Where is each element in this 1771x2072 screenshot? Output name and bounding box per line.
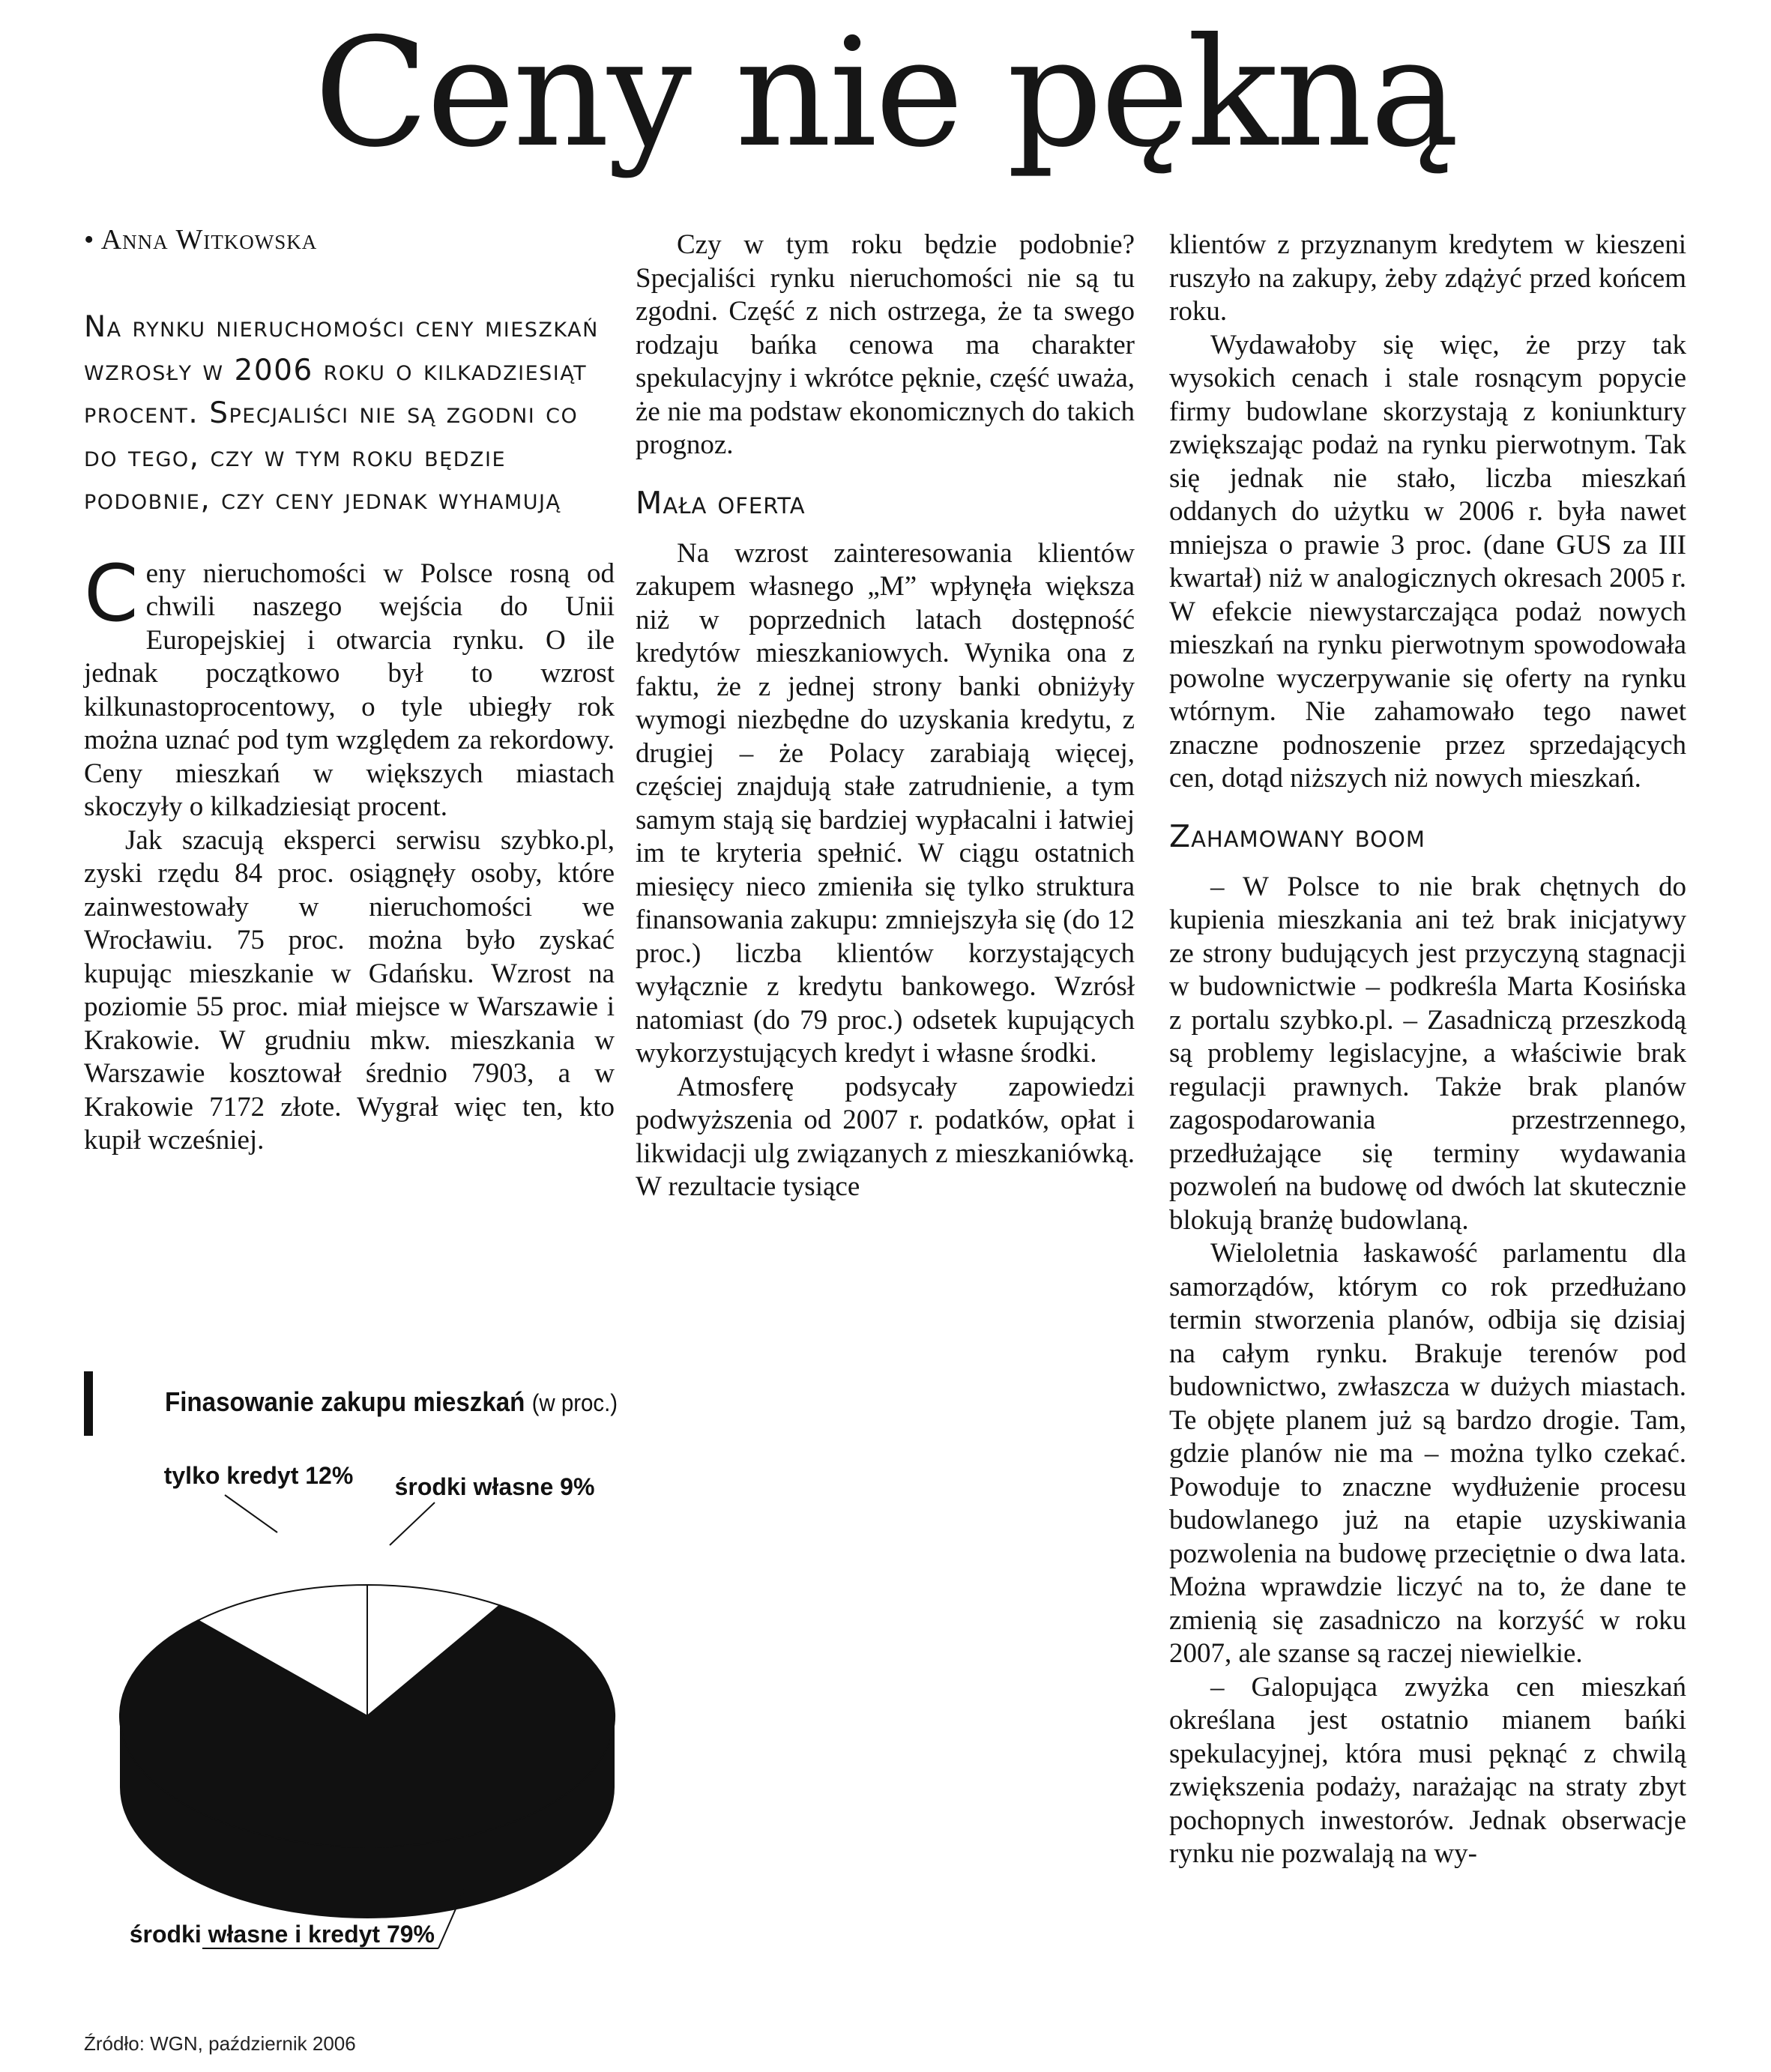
article-column-2 xyxy=(636,229,1135,1204)
pie-slice-label: środki własne 9% xyxy=(394,1473,595,1500)
pie-leader-line xyxy=(225,1495,277,1532)
paragraph: Atmosferę podsycały zapowiedzi podwyższenia od 2007 r. podatków, opłat i likwidacji ulg związanych z mieszkaniówką. W rezultacie tysiące xyxy=(636,1071,1135,1202)
pie-chart-svg xyxy=(75,1371,675,2046)
source-note: Źródło: WGN, październik 2006 xyxy=(84,2032,356,2055)
pie-slice-label: środki własne i kredyt 79% xyxy=(129,1921,435,1948)
paragraph xyxy=(84,547,615,824)
article-headline: Ceny nie pękną xyxy=(313,6,1458,181)
pie-slice-label: tylko kredyt 12% xyxy=(163,1462,354,1489)
drop-cap: C xyxy=(84,547,139,639)
article-lead: Na rynku nieruchomości ceny mieszkań wzrosły w 2006 roku o kilkadziesiąt procent. Specjaliści nie są zgodni co do tego, czy w tym roku będzie podobnie, czy ceny jednak wyhamują xyxy=(84,310,599,516)
chart-title-text: Finasowanie zakupu mieszkań xyxy=(165,1386,525,1417)
paragraph-text: eny nieruchomości w Polsce rosną od chwili naszego wejścia do Unii Europejskiej i otwarcia rynku. O ile jednak początkowo był to wzrost kilkunastoprocentowy, o tyle ubiegły rok można uznać pod tym względem za rekordowy. Ceny mieszkań w większych miastach skoczyły o kilkadziesiąt procent. xyxy=(84,558,615,822)
paragraph: – Galopująca zwyżka cen mieszkań określana jest ostatnio mianem bańki spekulacyjnej, która musi pęknąć z chwilą zwiększenia podaży, narażając na straty zbyt pochopnych inwestorów. Jednak obserwacje rynku nie pozwalają na wy- xyxy=(1169,1671,1686,1869)
paragraph: Wydawałoby się więc, że przy tak wysokich cenach i stale rosnącym popycie firmy budowlane skorzystają z koniunktury zwiększając podaż na rynku pierwotnym. Tak się jednak nie stało, liczba mieszkań oddanych do użytku w 2006 r. była nawet mniejsza o prawie 3 proc. (dane GUS za III kwartał) niż w analogicznych okresach 2005 r. W efekcie niewystarczająca podaż nowych mieszkań na rynku pierwotnym spowodowała powolne wyczerpywanie się oferty na rynku wtórnym. Nie zahamowało tego nawet znaczne podnoszenie przez sprzedających cen, dotąd niższych niż nowych mieszkań. xyxy=(1169,329,1686,794)
paragraph: Wieloletnia łaskawość parlamentu dla samorządów, którym co rok przedłużano termin stworzenia planów, odbija się dzisiaj na całym rynku. Brakuje terenów pod budownictwo, zwłaszcza w dużych miastach. Te objęte planem już są bardzo drogie. Tam, gdzie planów nie ma – można tylko czekać. Powoduje to znaczne wydłużenie procesu budowlanego już na etapie uzyskiwania pozwolenia na budowę przeciętnie o dwa lata. Można wprawdzie liczyć na to, że dane te zmienią się zasadniczo na korzyść w roku 2007, ale szanse są raczej niewielkie. xyxy=(1169,1238,1686,1669)
article-column-3 xyxy=(1169,229,1686,1871)
financing-pie-chart xyxy=(75,1371,675,2046)
article-column-1 xyxy=(84,217,615,1158)
chart-unit: (w proc.) xyxy=(531,1389,618,1416)
paragraph: Na wzrost zainteresowania klientów zakupem własnego „M” wpłynęła większa niż w poprzednich latach dostępność kredytów mieszkaniowych. Wynika ona z faktu, że z jednej strony banki obniżyły wymogi niezbędne do uzyskania kredytu, z drugiej – że Polacy zarabiają więcej, częściej znajdują stałe zatrudnienie, a tym samym stają się bardziej wypłacalni i łatwiej im te kryteria spełnić. W ciągu ostatnich miesięcy nieco zmieniła się tylko struktura finansowania zakupu: zmniejszyła się (do 12 proc.) liczba klientów korzystających wyłącznie z kredytu bankowego. Wzrósł natomiast (do 79 proc.) odsetek kupujących wykorzystujących kredyt i własne środki. xyxy=(636,537,1135,1069)
pie-leader-line xyxy=(390,1502,435,1545)
section-subheading: Mała oferta xyxy=(636,484,806,521)
paragraph: klientów z przyznanym kredytem w kieszeni ruszyło na zakupy, żeby zdążyć przed końcem roku. xyxy=(1169,229,1686,327)
paragraph: – W Polsce to nie brak chętnych do kupienia mieszkania ani też brak inicjatywy ze strony budujących jest przyczyną stagnacji w budownictwie – podkreśla Marta Kosińska z portalu szybko.pl. – Zasadniczą przeszkodą są problemy legislacyjne, a właściwie brak regulacji prawnych. Także brak planów zagospodarowania przestrzennego, przedłużające się terminy wydawania pozwoleń na budowę od dwóch lat skutecznie blokują branżę budowlaną. xyxy=(1169,871,1686,1236)
section-subheading: Zahamowany boom xyxy=(1169,818,1425,854)
author-byline: • Anna Witkowska xyxy=(84,224,318,256)
paragraph: Jak szacują eksperci serwisu szybko.pl, zyski rzędu 84 proc. osiągnęły osoby, które zainwestowały w nieruchomości we Wrocławiu. 75 proc. można było zyskać kupując mieszkanie w Gdańsku. Wzrost na poziomie 55 proc. miał miejsce w Warszawie i Krakowie. W grudniu mkw. mieszkania w Warszawie kosztował średnio 7903, a w Krakowie 7172 złote. Wygrał więc ten, kto kupił wcześniej. xyxy=(84,824,615,1156)
paragraph: Czy w tym roku będzie podobnie? Specjaliści rynku nieruchomości nie są tu zgodni. Część z nich ostrzega, że ta swego rodzaju bańka cenowa ma charakter spekulacyjny i wkrótce pęknie, część uważa, że nie ma podstaw ekonomicznych do takich prognoz. xyxy=(636,229,1135,460)
